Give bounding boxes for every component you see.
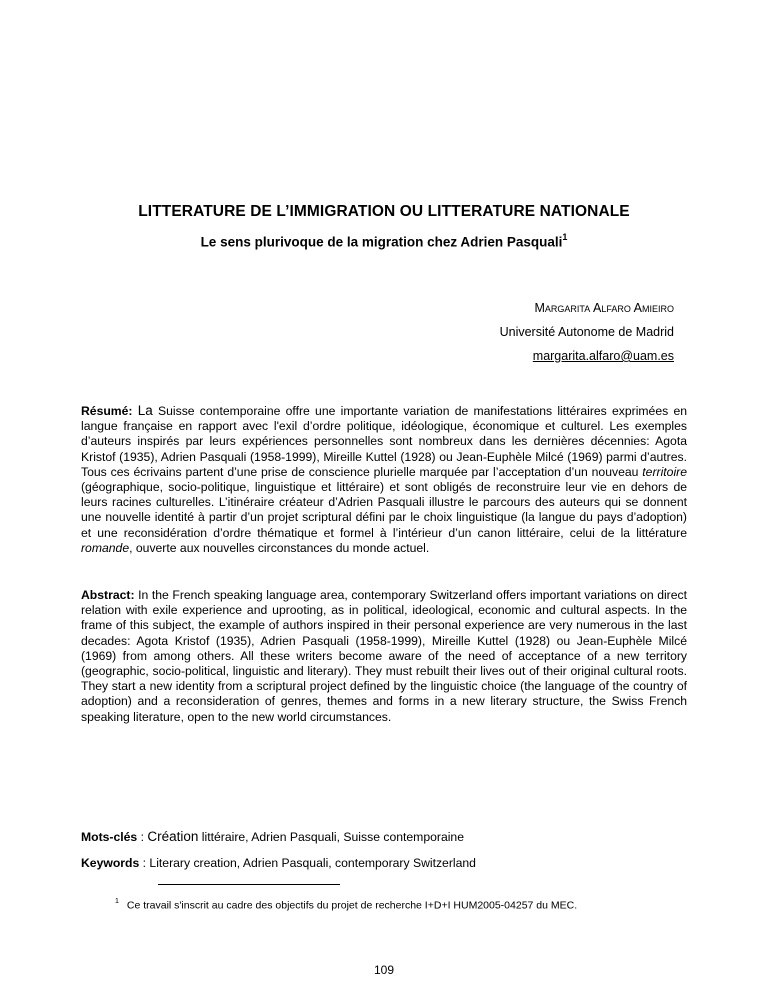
resume-label: Résumé:	[81, 404, 133, 418]
resume-paragraph	[81, 403, 687, 556]
author-block	[500, 296, 674, 368]
footnote-text: Ce travail s'inscrit au cadre des objectifs du projet de recherche I+D+I HUM2005-04257 du MEC.	[126, 899, 578, 912]
resume-text-1: Suisse contemporaine offre une importante variation de manifestations littéraires exprimées en langue française en rapport avec l'exil d’ordre politique, idéologique, économique et culturel. Les exemples d’auteurs inspirés par leurs expériences personnelles sont nombreux dans les dernières décennies: Agota Kristof (1935), Adrien Pasquali (1958-1999), Mireille Kuttel (1928) ou Jean-Euphèle Milcé (1969) parmi d’autres. Tous ces écrivains partent d’une prise de conscience plurielle marquée par l’acceptation d’un nouveau	[81, 404, 687, 479]
keywords-fr-label: Mots-clés	[81, 830, 138, 844]
keywords-fr	[81, 829, 464, 844]
keywords-en-sep: :	[139, 856, 150, 870]
keywords-en-label: Keywords	[81, 856, 140, 870]
author-name: Margarita Alfaro Amieiro	[534, 301, 674, 315]
abstract-label: Abstract:	[81, 588, 135, 602]
resume-text-2: (géographique, socio-politique, linguistique et littéraire) et sont obligés de reconstruire leur vie en dehors de leurs racines culturelles. L’itinéraire créateur d’Adrien Pasquali illustre le parcours des auteurs qui se donnent une nouvelle identité à partir d’un projet scriptural défini par le choix linguistique (la langue du pays d’adoption) et une reconsidération d’ordre thématique et formel à l’intérieur d’un canon littéraire, celui de la littérature	[81, 480, 687, 540]
keywords-fr-text: littéraire, Adrien Pasquali, Suisse contemporaine	[198, 830, 464, 844]
footnote-ref: 1	[562, 232, 568, 242]
keywords-fr-lead: Création	[147, 829, 199, 844]
paper-subtitle	[40, 233, 728, 250]
paper-title: LITTERATURE DE L’IMMIGRATION OU LITTERATURE NATIONALE	[138, 203, 630, 220]
abstract-text: In the French speaking language area, contemporary Switzerland offers important variations on direct relation with exile experience and uprooting, as in political, ideological, economic and cultural aspects. In the frame of this subject, the example of authors inspired in their personal experience are very numerous in the last decades: Agota Kristof (1935), Adrien Pasquali (1958-1999), Mireille Kuttel (1928) ou Jean-Euphèle Milcé (1969) from among others. All these writers become aware of the need of acceptance of a new territory (geographic, socio-political, linguistic and literary). They must rebuilt their lives out of their original cultural roots. They start a new identity from a scriptural project defined by the linguistic choice (the language of the country of adoption) and a reconsideration of genres, themes and forms in a new literary structure, the Swiss French speaking literature, open to the new world circumstances.	[81, 588, 687, 724]
page-number: 109	[373, 963, 395, 977]
footnote-marker: 1	[115, 898, 119, 905]
resume-italic-romande: romande	[81, 540, 130, 555]
keywords-en	[81, 856, 476, 870]
resume-italic-territoire: territoire	[642, 464, 687, 479]
footnote	[115, 899, 577, 912]
keywords-en-text: Literary creation, Adrien Pasquali, contemporary Switzerland	[149, 856, 476, 870]
abstract-paragraph	[81, 588, 687, 725]
subtitle-text: Le sens plurivoque de la migration chez Adrien Pasquali	[200, 234, 563, 250]
author-email-link[interactable]: margarita.alfaro@uam.es	[532, 349, 674, 363]
keywords-fr-sep: :	[137, 830, 148, 844]
resume-text-3: , ouverte aux nouvelles circonstances du monde actuel.	[129, 540, 430, 555]
author-affiliation: Université Autonome de Madrid	[499, 325, 674, 339]
footnote-divider	[158, 884, 340, 885]
resume-lead-word: La	[137, 403, 153, 418]
